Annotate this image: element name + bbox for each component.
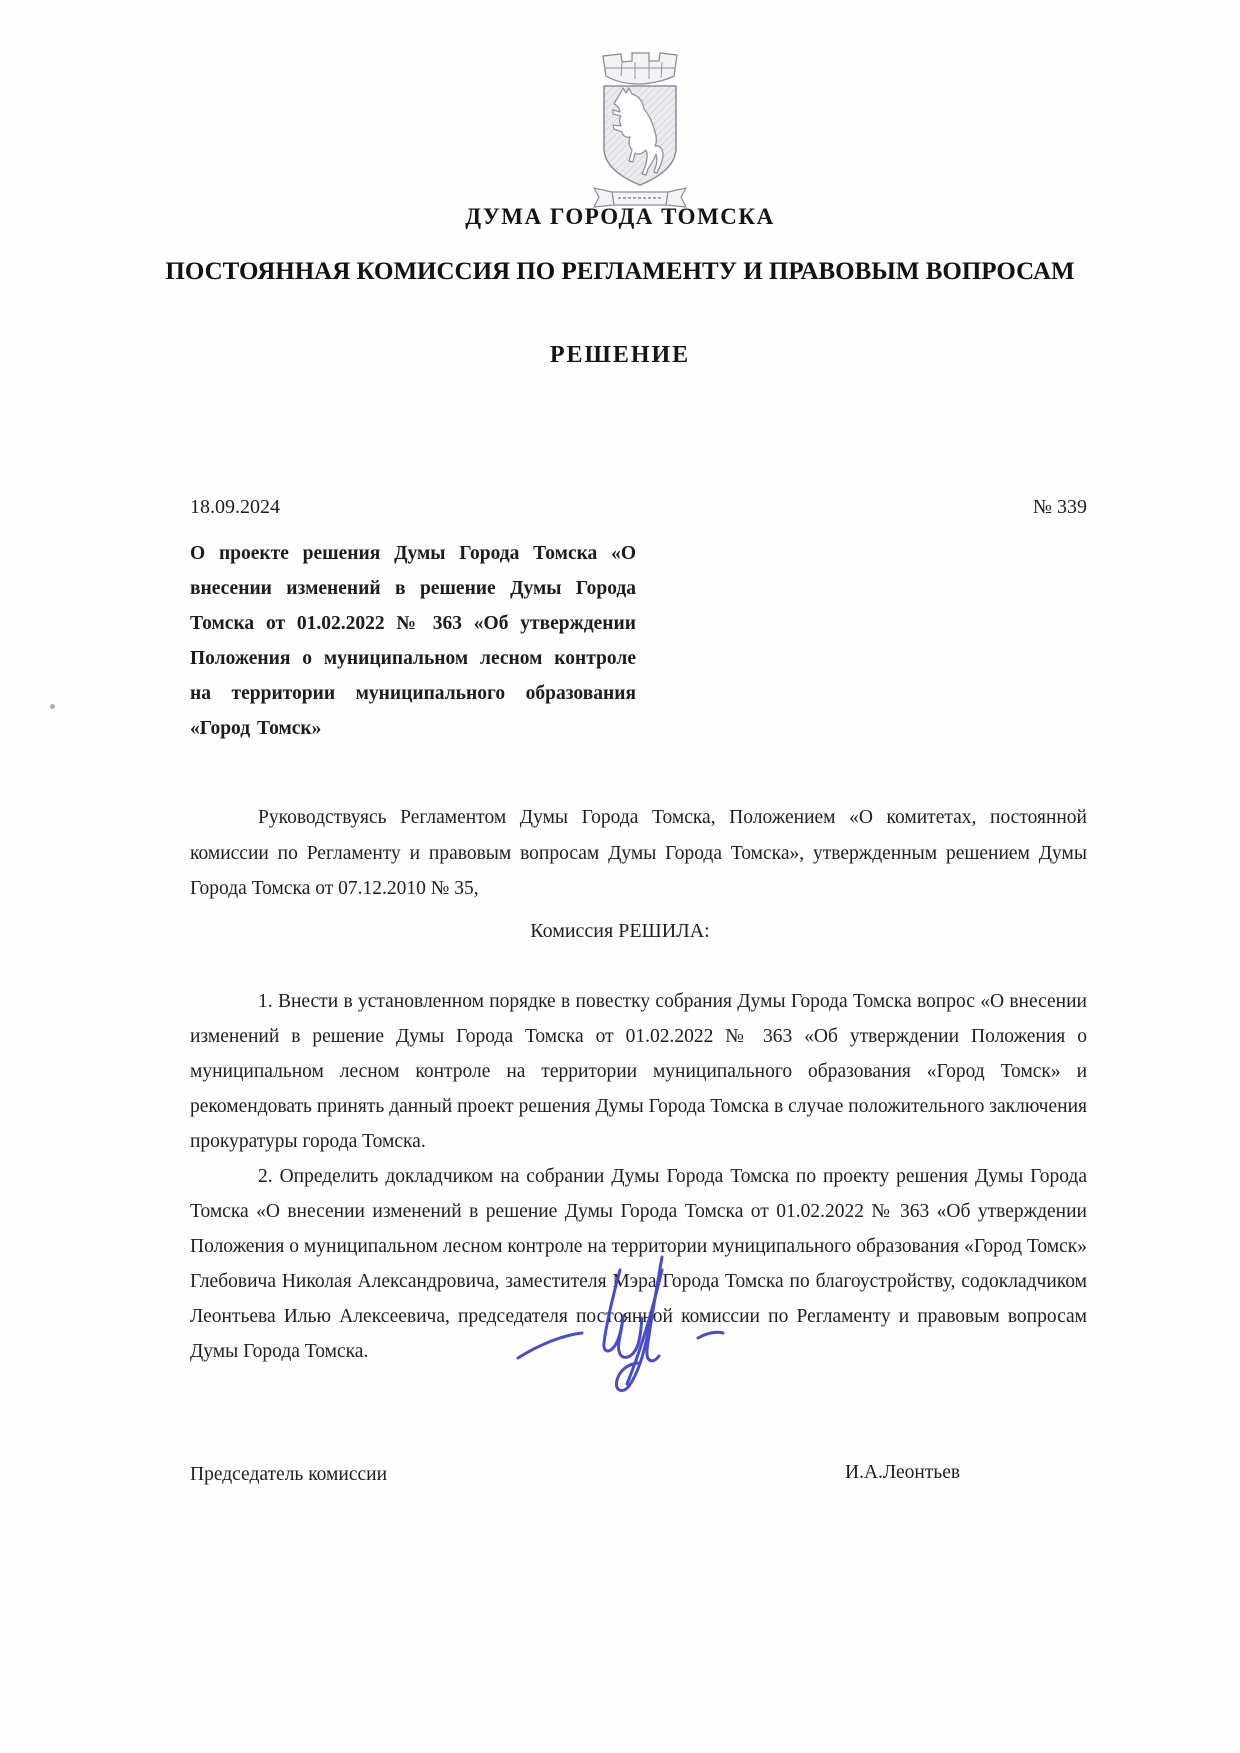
resolution-item-1: 1. Внести в установленном порядке в повестку собрания Думы Города Томска вопрос «О внесении изменений в решение Думы Города Томска от 01.02.2022 № 363 «Об утверждении Положения о муниципальном лесном контроле на территории муниципального образования «Город Томск» и рекомендовать принять данный проект решения Думы Города Томска в случае положительного заключения прокуратуры города Томска. xyxy=(190,991,1087,1152)
handwritten-signature xyxy=(500,1250,770,1415)
date-number-row xyxy=(190,496,1087,519)
resolution-item-2: 2. Определить докладчиком на собрании Думы Города Томска по проекту решения Думы Города Томска «О внесении изменений в решение Думы Города Томска от 01.02.2022 № 363 «Об утверждении Положения о муниципальном лесном контроле на территории муниципального образования «Город Томск» Глебовича Николая Александровича, заместителя Мэра Города Томска по благоустройству, содокладчиком Леонтьева Илью Алексеевича, председателя постоянной комиссии по Регламенту и правовым вопросам Думы Города Томска. xyxy=(190,1166,1087,1362)
doc-type-heading: РЕШЕНИЕ xyxy=(549,342,691,368)
resolution-heading: Комиссия РЕШИЛА: xyxy=(530,920,710,942)
doc-date: 18.09.2024 xyxy=(190,496,280,518)
org-title: ДУМА ГОРОДА ТОМСКА xyxy=(465,204,775,229)
subject-block: О проекте решения Думы Города Томска «О внесении изменений в решение Думы Города Томска от 01.02.2022 № 363 «Об утверждении Положения о муниципальном лесном контроле на территории муниципального образования «Город Томск» xyxy=(190,543,636,739)
preamble-paragraph: Руководствуясь Регламентом Думы Города Томска, Положением «О комитетах, постоянной комиссии по Регламенту и правовым вопросам Думы Города Томска», утвержденным решением Думы Города Томска от 07.12.2010 № 35, xyxy=(190,807,1087,899)
doc-number: № 339 xyxy=(1032,496,1087,518)
signatory-name: И.А.Леонтьев xyxy=(845,1462,961,1483)
mural-crown-icon xyxy=(603,53,677,84)
commission-title: ПОСТОЯННАЯ КОМИССИЯ ПО РЕГЛАМЕНТУ И ПРАВОВЫМ ВОПРОСАМ xyxy=(165,258,1075,285)
signatory-position: Председатель комиссии xyxy=(190,1464,388,1485)
tomsk-coat-of-arms-icon xyxy=(548,46,728,218)
scan-artifact-dot xyxy=(50,704,55,709)
